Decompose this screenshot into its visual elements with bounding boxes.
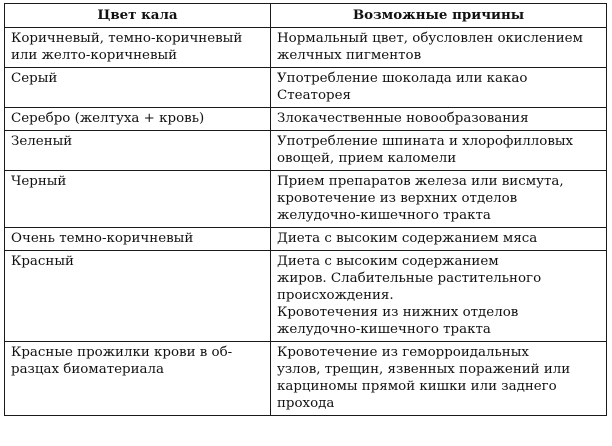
cell-line: Серебро (желтуха + кровь) — [11, 111, 205, 126]
table-row — [5, 228, 607, 251]
stool-color-table-page — [4, 3, 606, 416]
table-header-row — [5, 4, 607, 28]
table-row — [5, 68, 607, 108]
cell-line: Стеаторея — [277, 88, 351, 103]
causes-cell — [271, 28, 607, 68]
cell-line: Кровотечения из нижних отделов — [277, 305, 519, 320]
cell-line: кровотечение из верхних отделов — [277, 191, 518, 206]
cell-line: желудочно-кишечного тракта — [277, 208, 491, 223]
cell-line: овощей, прием каломели — [277, 151, 457, 166]
stool-color-cell — [5, 28, 271, 68]
cell-line: желчных пигментов — [277, 48, 422, 63]
causes-cell — [271, 342, 607, 416]
causes-cell — [271, 108, 607, 131]
stool-color-cell — [5, 342, 271, 416]
cell-line: Употребление шоколада или какао — [277, 71, 528, 86]
cell-line: Нормальный цвет, обусловлен окислением — [277, 31, 583, 46]
cell-line: прохода — [277, 396, 335, 411]
stool-color-cell — [5, 251, 271, 342]
cell-line: Красный — [11, 254, 74, 269]
cell-line: Зеленый — [11, 134, 73, 149]
causes-cell — [271, 68, 607, 108]
cell-line: Кровотечение из геморроидальных — [277, 345, 529, 360]
table-row — [5, 342, 607, 416]
stool-color-cell — [5, 171, 271, 228]
cell-line: Коричневый, темно-коричневый — [11, 31, 243, 46]
table-row — [5, 251, 607, 342]
table-row — [5, 131, 607, 171]
table-row — [5, 28, 607, 68]
cell-line: Красные прожилки крови в об- — [11, 345, 233, 360]
cell-line: или желто-коричневый — [11, 48, 178, 63]
stool-color-cell — [5, 68, 271, 108]
cell-line: Диета с высоким содержанием — [277, 254, 499, 269]
cell-line: карциномы прямой кишки или заднего — [277, 379, 557, 394]
causes-cell — [271, 228, 607, 251]
cell-line: происхождения. — [277, 288, 394, 303]
stool-color-cell — [5, 108, 271, 131]
causes-cell — [271, 131, 607, 171]
cell-line: Злокачественные новообразования — [277, 111, 529, 126]
cell-line: Диета с высоким содержанием мяса — [277, 231, 538, 246]
cell-line: жиров. Слабительные растительного — [277, 271, 542, 286]
cell-line: узлов, трещин, язвенных поражений или — [277, 362, 571, 377]
header-possible-causes: Возможные причины — [271, 4, 607, 28]
stool-color-cell — [5, 131, 271, 171]
cell-line: разцах биоматериала — [11, 362, 165, 377]
table-row — [5, 108, 607, 131]
cell-line: желудочно-кишечного тракта — [277, 322, 491, 337]
cell-line: Прием препаратов железа или висмута, — [277, 174, 564, 189]
causes-cell — [271, 251, 607, 342]
cell-line: Очень темно-коричневый — [11, 231, 194, 246]
cell-line: Употребление шпината и хлорофилловых — [277, 134, 574, 149]
stool-color-cell — [5, 228, 271, 251]
table-row — [5, 171, 607, 228]
header-stool-color: Цвет кала — [5, 4, 271, 28]
cell-line: Черный — [11, 174, 67, 189]
cell-line: Серый — [11, 71, 58, 86]
causes-cell — [271, 171, 607, 228]
stool-color-table — [4, 3, 607, 416]
